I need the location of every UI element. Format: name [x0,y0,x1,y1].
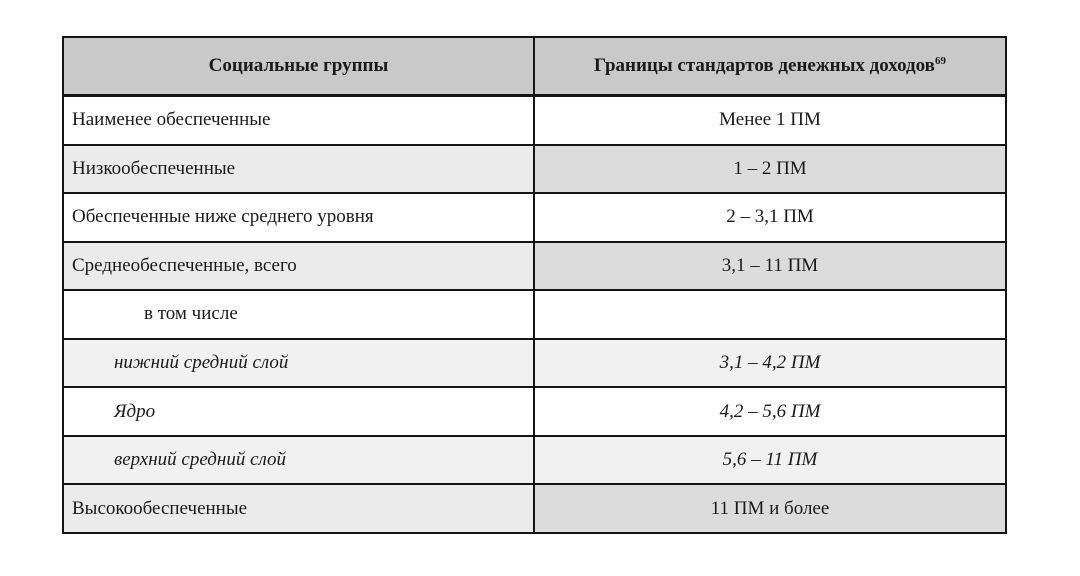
table-row [64,290,1005,339]
cell-group: Ядро [64,387,534,436]
cell-group: Обеспеченные ниже среднего уровня [64,193,534,242]
cell-group: нижний средний слой [64,339,534,388]
cell-bounds: 1 – 2 ПМ [534,145,1005,194]
footnote-marker: 69 [934,55,946,67]
header-social-groups [64,38,534,96]
income-standards-table [64,38,1005,532]
cell-group: Низкообеспеченные [64,145,534,194]
table-row [64,145,1005,194]
header-income-bounds [534,38,1005,96]
header-social-groups-label: Социальные группы [208,55,389,76]
header-income-bounds-label: Границы стандартов денежных доходов [594,55,935,76]
cell-group: в том числе [64,290,534,339]
cell-bounds: 11 ПМ и более [534,484,1005,532]
table-row [64,193,1005,242]
cell-bounds: 5,6 – 11 ПМ [534,436,1005,485]
cell-bounds: 2 – 3,1 ПМ [534,193,1005,242]
table-row [64,339,1005,388]
table-row [64,484,1005,532]
table-header-row [64,38,1005,96]
cell-bounds: 4,2 – 5,6 ПМ [534,387,1005,436]
table-row [64,436,1005,485]
cell-group: Высокообеспеченные [64,484,534,532]
social-groups-table [62,36,1007,534]
table-row [64,242,1005,291]
cell-bounds [534,290,1005,339]
table-row [64,387,1005,436]
table-row [64,96,1005,145]
cell-bounds: 3,1 – 11 ПМ [534,242,1005,291]
cell-group: Среднеобеспеченные, всего [64,242,534,291]
cell-group: Наименее обеспеченные [64,96,534,145]
cell-group: верхний средний слой [64,436,534,485]
cell-bounds: 3,1 – 4,2 ПМ [534,339,1005,388]
preceding-text-fragment [62,0,1022,11]
cell-bounds: Менее 1 ПМ [534,96,1005,145]
